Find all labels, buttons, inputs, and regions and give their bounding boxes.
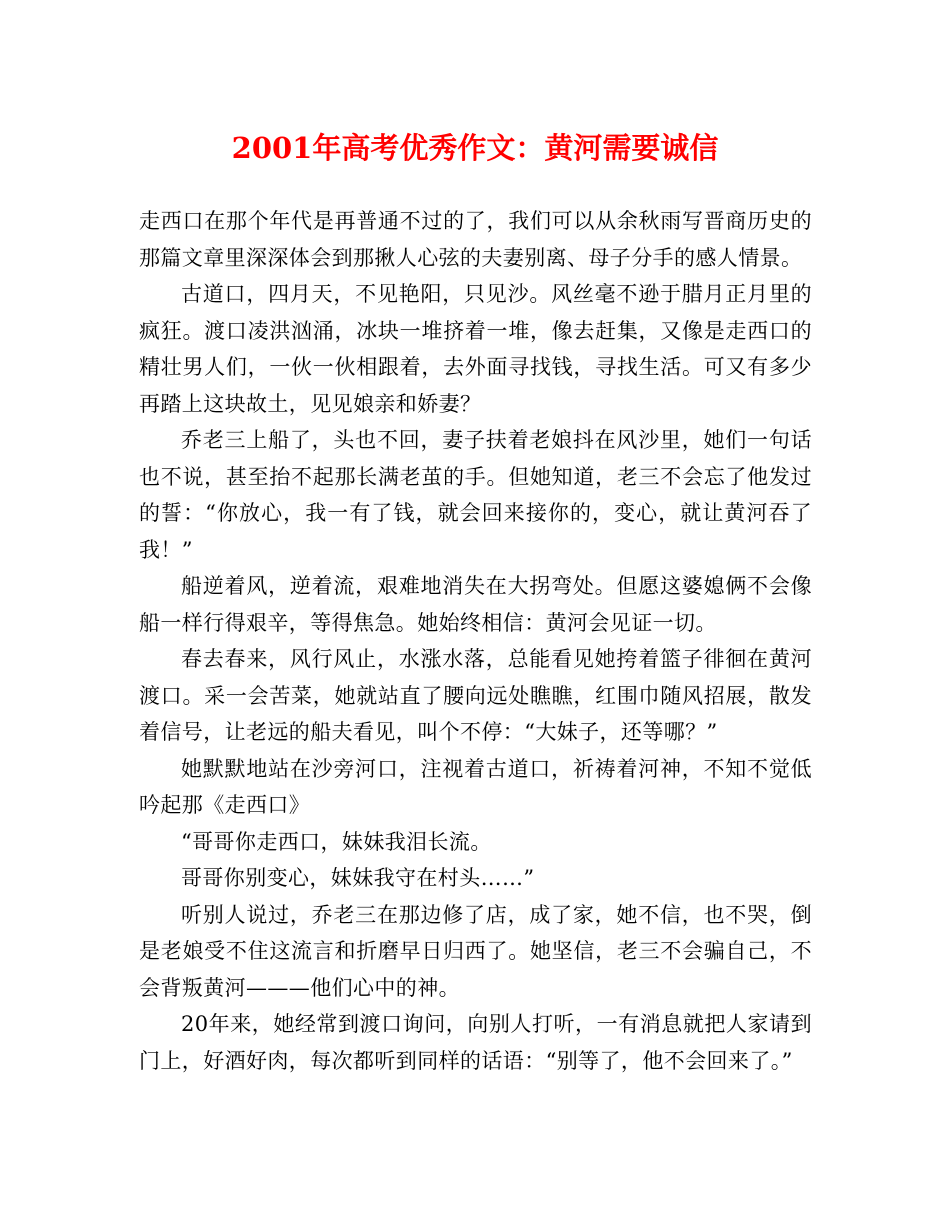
paragraph: 她默默地站在沙旁河口，注视着古道口，祈祷着河神，不知不觉低吟起那《走西口》	[139, 756, 812, 817]
paragraph: 20年来，她经常到渡口询问，向别人打听，一有消息就把人家请到门上，好酒好肉，每次都听到同样的话语：“别等了，他不会回来了。”	[139, 1012, 812, 1073]
paragraph: 听别人说过，乔老三在那边修了店，成了家，她不信，也不哭，倒是老娘受不住这流言和折磨早日归西了。她坚信，老三不会骗自己，不会背叛黄河———他们心中的神。	[139, 902, 812, 1000]
song-lyric-line: 哥哥你别变心，妹妹我守在村头……”	[181, 866, 535, 890]
paragraph: 乔老三上船了，头也不回，妻子扶着老娘抖在风沙里，她们一句话也不说，甚至抬不起那长满老茧的手。但她知道，老三不会忘了他发过的誓：“你放心，我一有了钱，就会回来接你的，变心，就让黄河吞了我！”	[139, 428, 812, 562]
paragraph: 走西口在那个年代是再普通不过的了，我们可以从余秋雨写晋商历史的那篇文章里深深体会到那揪人心弦的夫妻别离、母子分手的感人情景。	[139, 209, 812, 270]
song-lyric-line: “哥哥你走西口，妹妹我泪长流。	[181, 829, 492, 854]
document-title: 2001年高考优秀作文：黄河需要诚信	[231, 131, 719, 165]
paragraph: 船逆着风，逆着流，艰难地消失在大拐弯处。但愿这婆媳俩不会像船一样行得艰辛，等得焦急。她始终相信：黄河会见证一切。	[139, 574, 812, 635]
paragraph: 春去春来，风行风止，水涨水落，总能看见她挎着篮子徘徊在黄河渡口。采一会苦菜，她就站直了腰向远处瞧瞧，红围巾随风招展，散发着信号，让老远的船夫看见，叫个不停：“大妹子，还等哪？”	[139, 647, 812, 744]
paragraph: 古道口，四月天，不见艳阳，只见沙。风丝毫不逊于腊月正月里的疯狂。渡口凌洪汹涌，冰块一堆挤着一堆，像去赶集，又像是走西口的精壮男人们，一伙一伙相跟着，去外面寻找钱，寻找生活。可又有多少再踏上这块故土，见见娘亲和娇妻？	[139, 282, 812, 416]
essay-body	[139, 203, 812, 1079]
